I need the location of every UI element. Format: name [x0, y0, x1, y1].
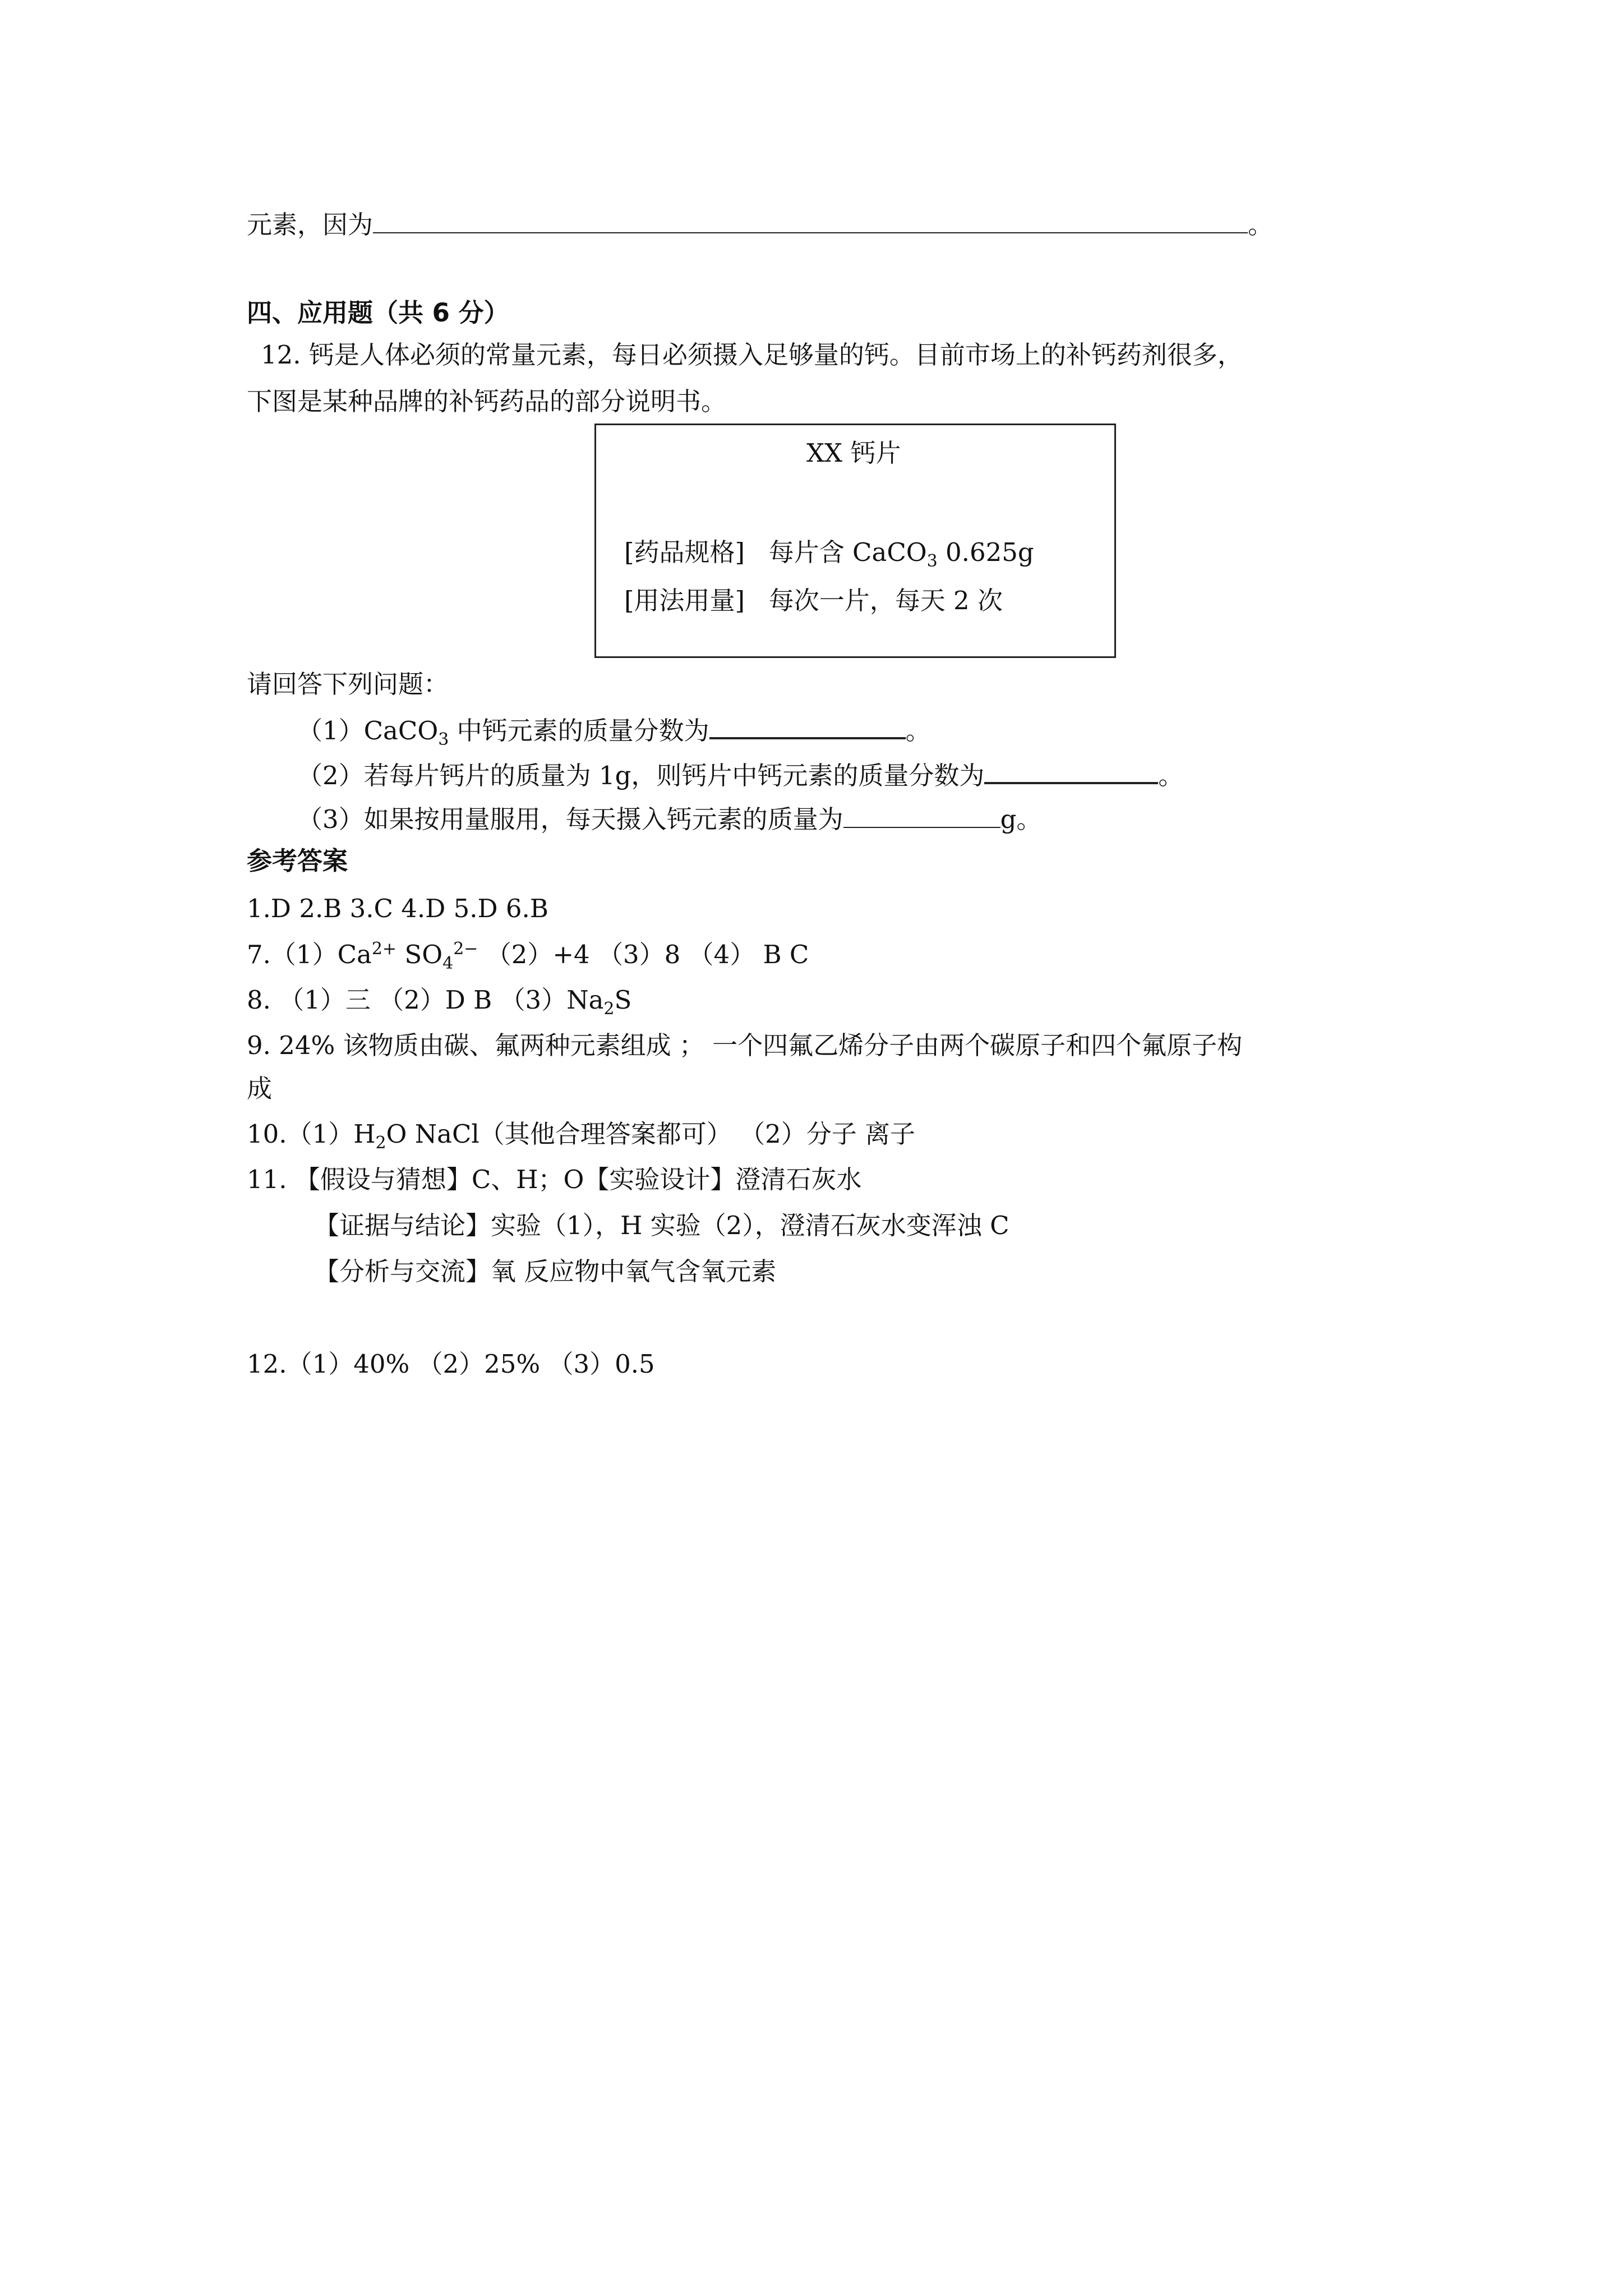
q2-pre: （2）若每片钙片的质量为 1g，则钙片中钙元素的质量分数为	[297, 761, 985, 790]
a7-mid: SO	[396, 940, 443, 969]
usage-label: [用法用量]	[624, 586, 745, 615]
answer-blank	[373, 208, 1248, 233]
q2-end: 。	[1158, 761, 1184, 790]
spec-value-post: 0.625g	[937, 537, 1034, 567]
continuation-prefix: 元素，因为	[247, 210, 374, 240]
answer-11-line1: 11. 【假设与猜想】C、H；O【实验设计】澄清石灰水	[247, 1165, 862, 1194]
answers-heading: 参考答案	[247, 846, 348, 876]
a8-sub: 2	[603, 999, 615, 1019]
q3-pre: （3）如果按用量服用，每天摄入钙元素的质量为	[297, 804, 843, 834]
a7-sup2: 2−	[453, 939, 478, 959]
label-title: XX 钙片	[806, 438, 901, 468]
answer-10	[247, 1117, 915, 1151]
continuation-suffix: 。	[1248, 210, 1274, 240]
answer-9-line2: 成	[247, 1074, 273, 1103]
answer-8	[247, 983, 631, 1017]
a7-sub: 4	[442, 954, 454, 973]
q3-end: g。	[1000, 804, 1042, 834]
q1-end: 。	[905, 716, 931, 746]
a10-sub: 2	[375, 1133, 386, 1153]
answer-12: 12.（1）40% （2）25% （3）0.5	[247, 1349, 655, 1379]
question-1	[297, 712, 931, 748]
label-usage-row	[624, 584, 1003, 618]
a7-pre: 7.（1）Ca	[247, 940, 372, 969]
a7-post: （2）+4 （3）8 （4） B C	[478, 940, 809, 969]
questions-intro: 请回答下列问题：	[247, 669, 449, 699]
label-spec-row	[624, 536, 1034, 569]
medicine-label-box	[594, 424, 1116, 658]
spec-value-sub: 3	[926, 551, 938, 571]
answer-11-line3: 【分析与交流】氧 反应物中氧气含氧元素	[314, 1257, 777, 1286]
usage-value: 每次一片，每天 2 次	[768, 586, 1003, 615]
answer-11-line2: 【证据与结论】实验（1），H 实验（2），澄清石灰水变浑浊 C	[314, 1211, 1009, 1240]
spec-label: [药品规格]	[624, 537, 745, 567]
question-12-line1: 12. 钙是人体必须的常量元素，每日必须摄入足够量的钙。目前市场上的补钙药剂很多，	[261, 340, 1243, 370]
a10-pre: 10.（1）H	[247, 1119, 376, 1149]
continuation-line	[247, 208, 1273, 242]
question-2	[297, 757, 1183, 793]
question-3	[297, 802, 1041, 836]
answer-9-line1: 9. 24% 该物质由碳、氟两种元素组成 ； 一个四氟乙烯分子由两个碳原子和四个氟原子构	[247, 1030, 1243, 1060]
q1-post: 中钙元素的质量分数为	[449, 716, 709, 746]
spec-value-pre: 每片含 CaCO	[768, 537, 927, 567]
a8-pre: 8. （1）三 （2）D B （3）Na	[247, 985, 604, 1015]
answer-blank	[984, 757, 1158, 784]
answer-7	[247, 938, 809, 972]
answer-blank	[709, 712, 906, 739]
q1-pre: （1）CaCO	[297, 716, 439, 746]
answer-1-6: 1.D 2.B 3.C 4.D 5.D 6.B	[247, 894, 548, 923]
question-12-line2: 下图是某种品牌的补钙药品的部分说明书。	[247, 386, 727, 416]
section-heading: 四、应用题（共 6 分）	[247, 298, 509, 328]
a10-post: O NaCl（其他合理答案都可） （2）分子 离子	[386, 1119, 916, 1149]
a7-sup1: 2+	[371, 939, 397, 959]
answer-blank	[843, 802, 1000, 828]
a8-post: S	[614, 985, 632, 1015]
q1-sub: 3	[438, 730, 449, 749]
